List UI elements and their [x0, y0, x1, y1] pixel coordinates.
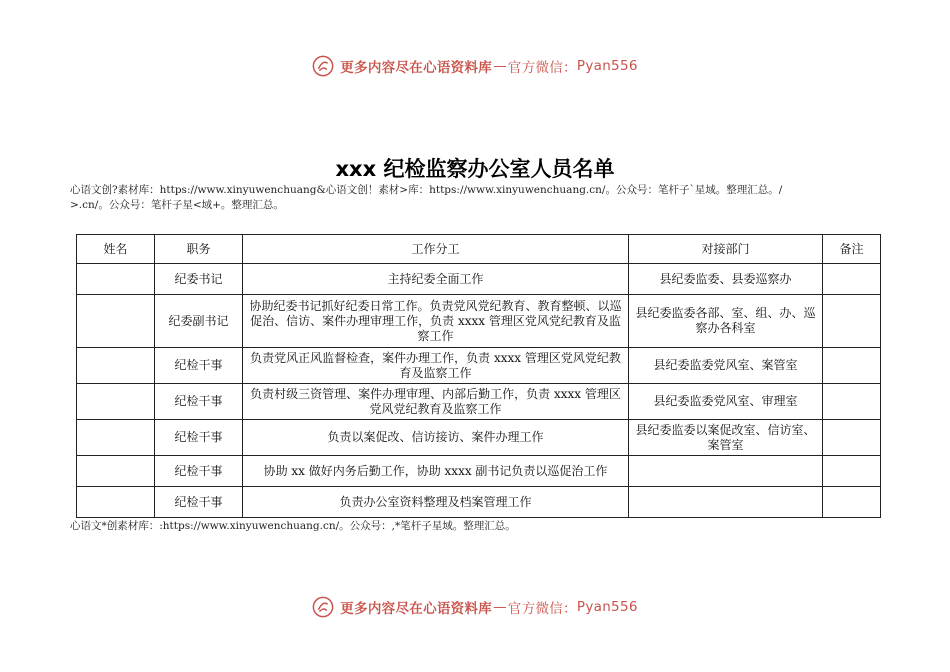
header-remark: 备注 — [823, 235, 881, 264]
cell-department: 县纪委监委、县委巡察办 — [629, 264, 823, 295]
banner-wechat-id: Pyan556 — [576, 599, 638, 615]
cell-position: 纪检干事 — [155, 384, 243, 420]
banner-wechat-label: 官方微信： — [507, 601, 577, 617]
cell-remark — [823, 420, 881, 456]
header-duties: 工作分工 — [243, 235, 629, 264]
source-note-line-2: >.cn/。公众号：笔杆子星<域+。整理汇总。 — [70, 199, 284, 211]
page-title: xxx 纪检监察办公室人员名单 — [335, 157, 615, 181]
cell-duties: 负责以案促改、信访接访、案件办理工作 — [243, 420, 629, 456]
footer-source-note: 心语文*创素材库：:https://www.xinyuwenchuang.cn/。公众号：,*笔杆子星域。整理汇总。 — [70, 520, 516, 532]
cell-name — [77, 295, 155, 348]
cell-department — [629, 456, 823, 487]
table-row — [77, 456, 881, 487]
header-position: 职务 — [155, 235, 243, 264]
cell-name — [77, 487, 155, 518]
cell-position: 纪检干事 — [155, 487, 243, 518]
cell-duties: 协助纪委书记抓好纪委日常工作。负责党风党纪教育、教育整顿、以巡促治、信访、案件办理审理工作，负责 xxxx 管理区党风党纪教育及监察工作 — [243, 295, 629, 348]
staff-roster-table — [76, 234, 881, 518]
cell-remark — [823, 348, 881, 384]
table-row — [77, 348, 881, 384]
cell-duties: 负责村级三资管理、案件办理审理、内部后勤工作，负责 xxxx 管理区党风党纪教育及监察工作 — [243, 384, 629, 420]
banner-main-text: 更多内容尽在心语资料库 — [340, 60, 493, 76]
footer-watermark-banner — [0, 595, 950, 619]
cell-name — [77, 348, 155, 384]
table-row — [77, 295, 881, 348]
cell-department: 县纪委监委各部、室、组、办、巡察办各科室 — [629, 295, 823, 348]
header-department: 对接部门 — [629, 235, 823, 264]
seal-logo-icon — [312, 596, 334, 618]
cell-position: 纪委书记 — [155, 264, 243, 295]
cell-remark — [823, 295, 881, 348]
cell-name — [77, 384, 155, 420]
header-name: 姓名 — [77, 235, 155, 264]
cell-duties: 主持纪委全面工作 — [243, 264, 629, 295]
cell-department — [629, 487, 823, 518]
cell-position: 纪检干事 — [155, 348, 243, 384]
banner-wechat-id: Pyan556 — [576, 58, 638, 74]
cell-duties: 负责办公室资料整理及档案管理工作 — [243, 487, 629, 518]
table-row — [77, 384, 881, 420]
table-row — [77, 420, 881, 456]
banner-wechat-label: 官方微信： — [507, 60, 577, 76]
cell-position: 纪检干事 — [155, 456, 243, 487]
cell-remark — [823, 384, 881, 420]
cell-name — [77, 456, 155, 487]
cell-duties: 协助 xx 做好内务后勤工作，协助 xxxx 副书记负责以巡促治工作 — [243, 456, 629, 487]
source-note-line-1: 心语文创?素材库：https://www.xinyuwenchuang&心语文创！素材>库：https://www.xinyuwenchuang.cn/。公众号：笔杆子`星域。整理汇总。/ — [70, 184, 783, 196]
table-row — [77, 487, 881, 518]
banner-main-text: 更多内容尽在心语资料库 — [340, 601, 493, 617]
cell-department: 县纪委监委党风室、审理室 — [629, 384, 823, 420]
cell-name — [77, 420, 155, 456]
cell-duties: 负责党风正风监督检查，案件办理工作，负责 xxxx 管理区党风党纪教育及监察工作 — [243, 348, 629, 384]
cell-name — [77, 264, 155, 295]
cell-remark — [823, 264, 881, 295]
table-header-row — [77, 235, 881, 264]
cell-remark — [823, 487, 881, 518]
cell-position: 纪委副书记 — [155, 295, 243, 348]
cell-position: 纪检干事 — [155, 420, 243, 456]
cell-remark — [823, 456, 881, 487]
cell-department: 县纪委监委党风室、案管室 — [629, 348, 823, 384]
cell-department: 县纪委监委以案促改室、信访室、案管室 — [629, 420, 823, 456]
seal-logo-icon — [312, 55, 334, 77]
banner-separator: — — [493, 599, 507, 615]
header-watermark-banner — [0, 54, 950, 78]
table-row — [77, 264, 881, 295]
banner-separator: — — [493, 58, 507, 74]
